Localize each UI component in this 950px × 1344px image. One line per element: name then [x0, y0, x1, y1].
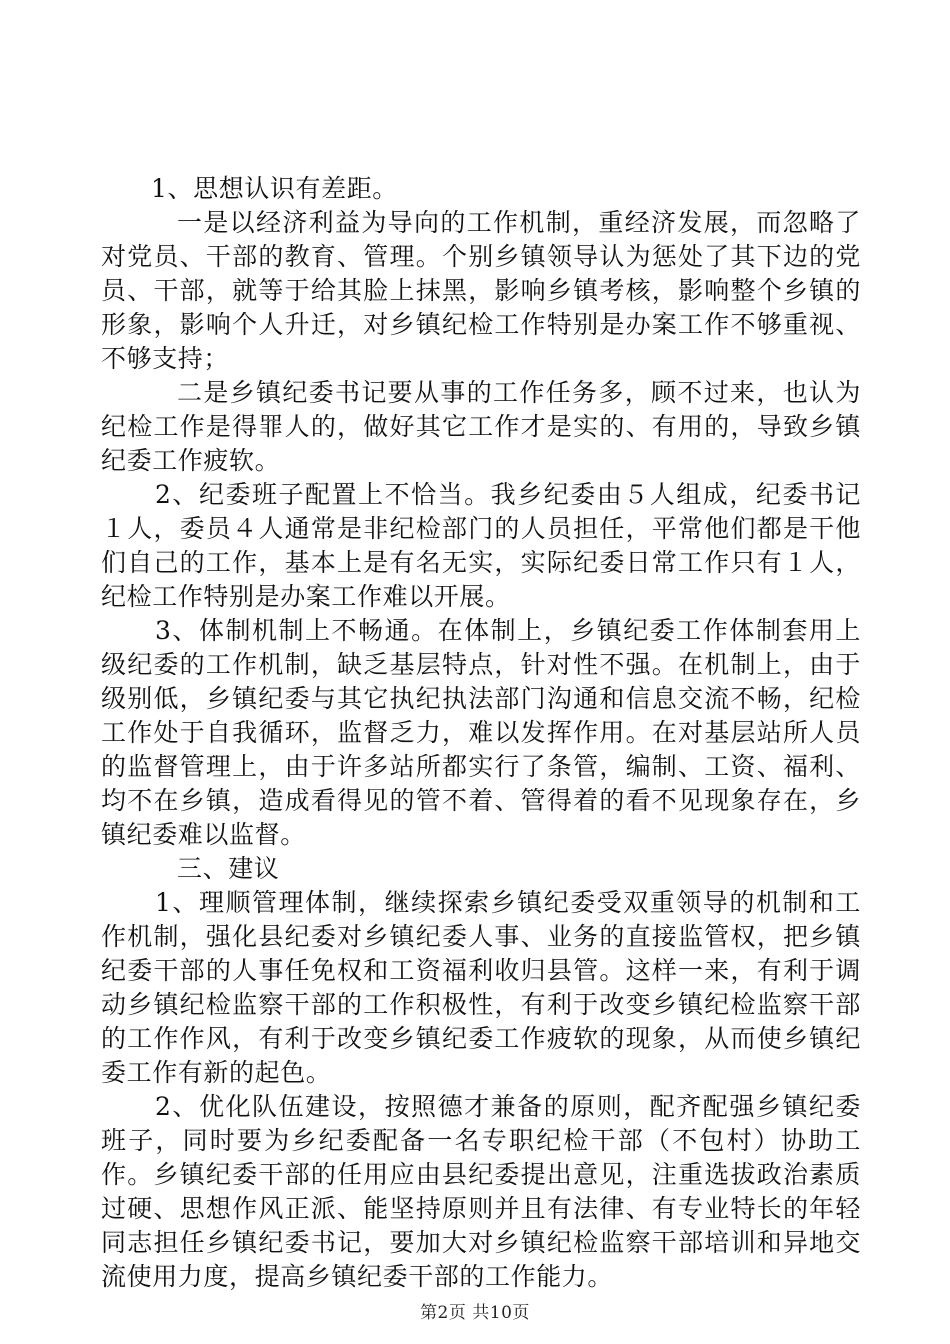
section-title-suggestions: 三、建议 [177, 854, 280, 883]
paragraph-suggestion-1: 1、理顺管理体制，继续探索乡镇纪委受双重领导的机制和工作机制，强化县纪委对乡镇纪委人事、业务的直接监管权，把乡镇纪委干部的人事任免权和工资福利收归县管。这样一来，有利于调动乡镇纪检监察干部的工作积极性，有利于改变乡镇纪检监察干部的工作作风，有利于改变乡镇纪委工作疲软的现象，从而使乡镇纪委工作有新的起色。 [101, 888, 861, 1087]
paragraph-suggestion-2: 2、优化队伍建设，按照德才兼备的原则，配齐配强乡镇纪委班子，同时要为乡纪委配备一名专职纪检干部（不包村）协助工作。乡镇纪委干部的任用应由县纪委提出意见，注重选拔政治素质过硬、思想作风正派、能坚持原则并且有法律、有专业特长的年轻同志担任乡镇纪委书记，要加大对乡镇纪检监察干部培训和异地交流使用力度，提高乡镇纪委干部的工作能力。 [101, 1092, 861, 1291]
page-number-footer: 第2页 共10页 [420, 1303, 530, 1323]
paragraph-point-two: 二是乡镇纪委书记要从事的工作任务多，顾不过来，也认为纪检工作是得罪人的，做好其它工作才是实的、有用的，导致乡镇纪委工作疲软。 [101, 378, 861, 475]
document-body [101, 172, 861, 1294]
paragraph-section-heading-1: 1、思想认识有差距。 [151, 174, 398, 203]
paragraph-section-heading-2: 2、纪委班子配置上不恰当。我乡纪委由５人组成，纪委书记１人，委员４人通常是非纪检部门的人员担任，平常他们都是干他们自己的工作，基本上是有名无实，实际纪委日常工作只有１人，纪检工作特别是办案工作难以开展。 [101, 480, 861, 611]
paragraph-point-one: 一是以经济利益为导向的工作机制，重经济发展，而忽略了对党员、干部的教育、管理。个别乡镇领导认为惩处了其下边的党员、干部，就等于给其脸上抹黑，影响乡镇考核，影响整个乡镇的形象，影响个人升迁，对乡镇纪检工作特别是办案工作不够重视、不够支持； [101, 208, 861, 373]
paragraph-section-heading-3: 3、体制机制上不畅通。在体制上，乡镇纪委工作体制套用上级纪委的工作机制，缺乏基层特点，针对性不强。在机制上，由于级别低，乡镇纪委与其它执纪执法部门沟通和信息交流不畅，纪检工作处于自我循环，监督乏力，难以发挥作用。在对基层站所人员的监督管理上，由于许多站所都实行了条管，编制、工资、福利、均不在乡镇，造成看得见的管不着、管得着的看不见现象存在，乡镇纪委难以监督。 [101, 616, 861, 849]
